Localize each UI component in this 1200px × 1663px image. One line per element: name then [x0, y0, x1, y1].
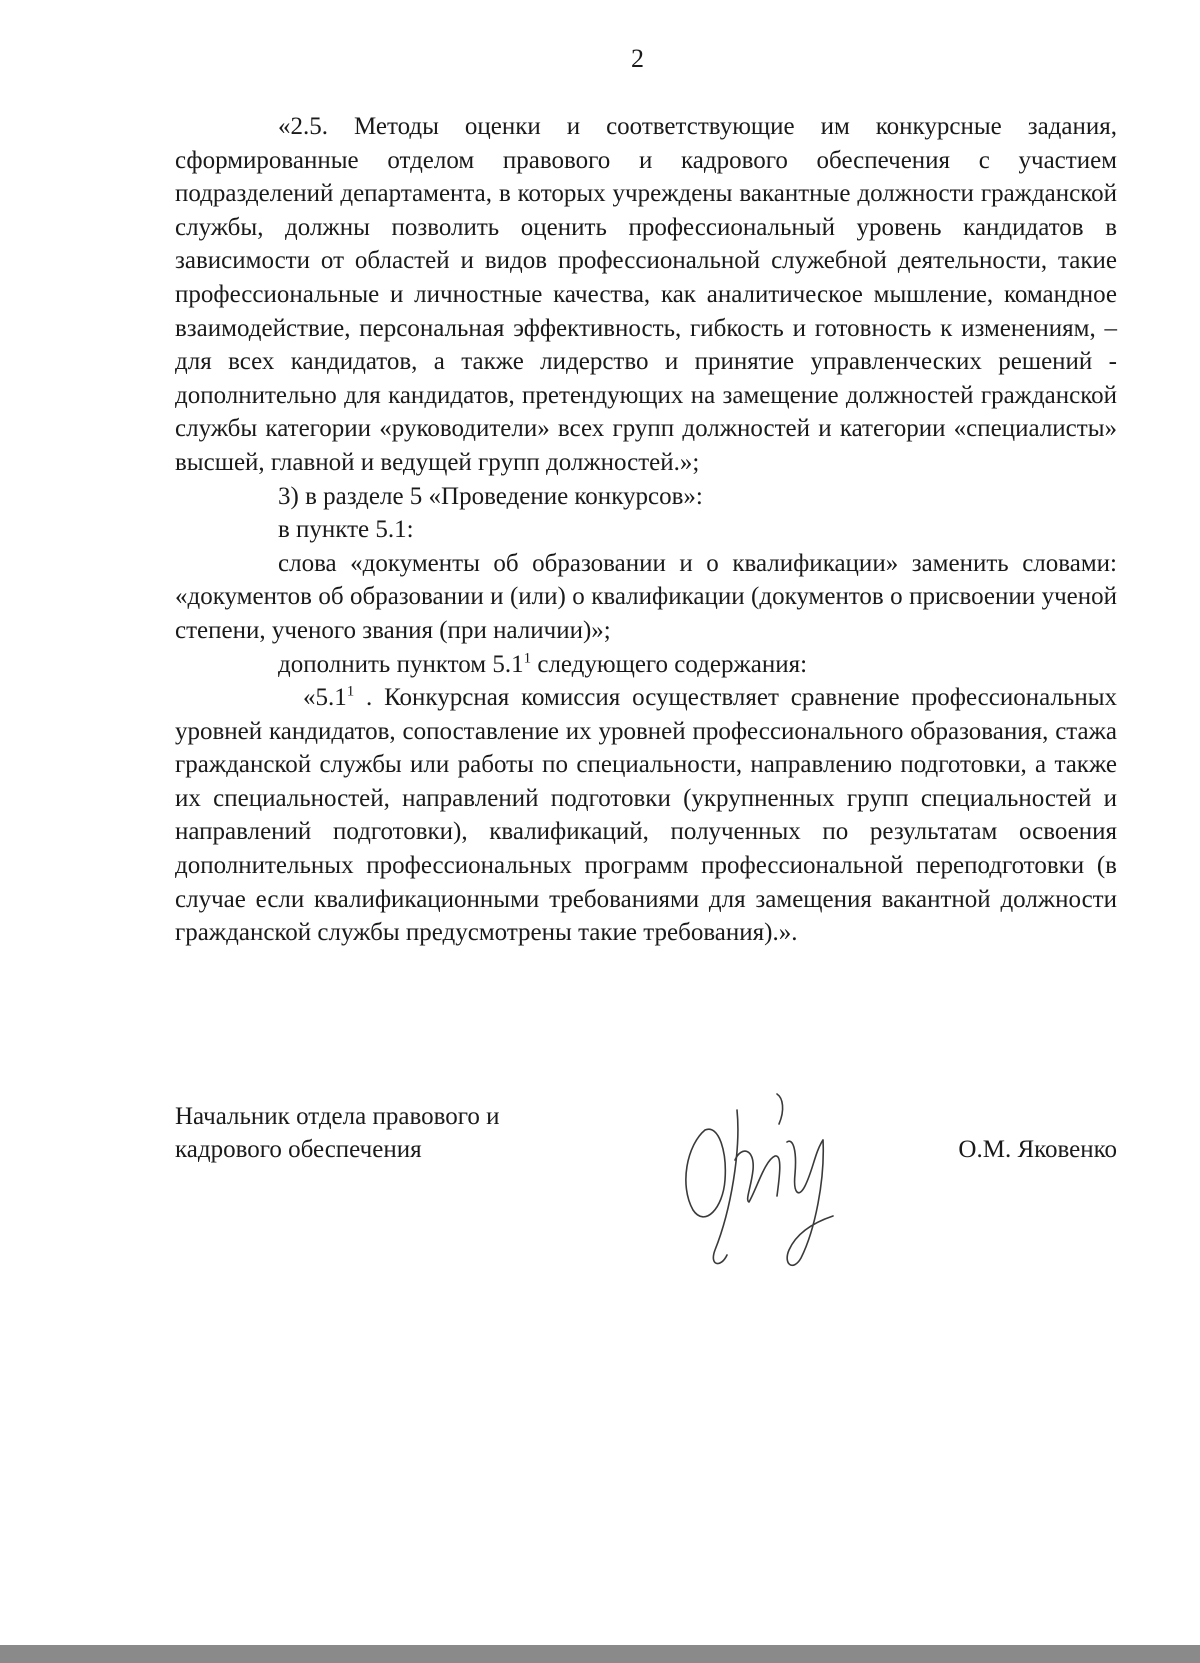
point-5-1-1-text: . Конкурсная комиссия осуществляет сравнение профессиональных уровней кандидатов, сопоставление их уровней профессионального образования, стажа гражданской службы или работы по специальности, направлению подготовки, а также их специальностей, направлений подготовки (укрупненных групп специальностей и направлений подготовки), квалификаций, полученных по результатам освоения дополнительных профессиональных программ профессиональной переподготовки (в случае если квалификационными требованиями для замещения вакантной должности гражданской службы предусмотрены такие требования).». — [175, 684, 1117, 947]
signatory-position — [175, 1100, 595, 1166]
scan-bottom-edge — [0, 1645, 1200, 1663]
superscript: 1 — [523, 650, 532, 667]
paragraph-2-5: «2.5. Методы оценки и соответствующие им конкурсные задания, сформированные отделом правового и кадрового обеспечения с участием подразделений департамента, в которых учреждены вакантные должности гражданской службы, должны позволить оценить профессиональный уровень кандидатов в зависимости от областей и видов профессиональной служебной деятельности, такие профессиональные и личностные качества, как аналитическое мышление, командное взаимодействие, персональная эффективность, гибкость и готовность к изменениям, – для всех кандидатов, а также лидерство и принятие управленческих решений - дополнительно для кандидатов, претендующих на замещение должностей гражданской службы категории «руководители» всех групп должностей и категории «специалисты» высшей, главной и ведущей групп должностей.»; — [175, 113, 1117, 476]
signatory-position-line-2: кадрового обеспечения — [175, 1136, 422, 1163]
document-body — [175, 110, 1117, 950]
paragraph-point-5-1: в пункте 5.1: — [278, 516, 414, 544]
paragraph-section-5: 3) в разделе 5 «Проведение конкурсов»: — [278, 482, 703, 510]
page-number: 2 — [631, 44, 644, 73]
point-5-1-1-number: «5.1 — [303, 684, 347, 712]
signature-block — [175, 1100, 1117, 1270]
signatory-name: О.М. Яковенко — [958, 1136, 1117, 1163]
signatory-position-line-1: Начальник отдела правового и — [175, 1103, 500, 1130]
paragraph-replace-words: слова «документы об образовании и о квалификации» заменить словами: «документов об образовании и (или) о квалификации (документов о присвоении ученой степени, ученого звания (при наличии)»; — [175, 549, 1117, 644]
superscript: 1 — [346, 683, 355, 700]
paragraph-5-1-1 — [175, 681, 1117, 950]
handwritten-signature-icon — [675, 1090, 865, 1275]
paragraph-add-point — [175, 648, 1117, 682]
add-point-text-end: следующего содержания: — [531, 650, 808, 678]
add-point-text: дополнить пунктом 5.1 — [278, 650, 524, 678]
